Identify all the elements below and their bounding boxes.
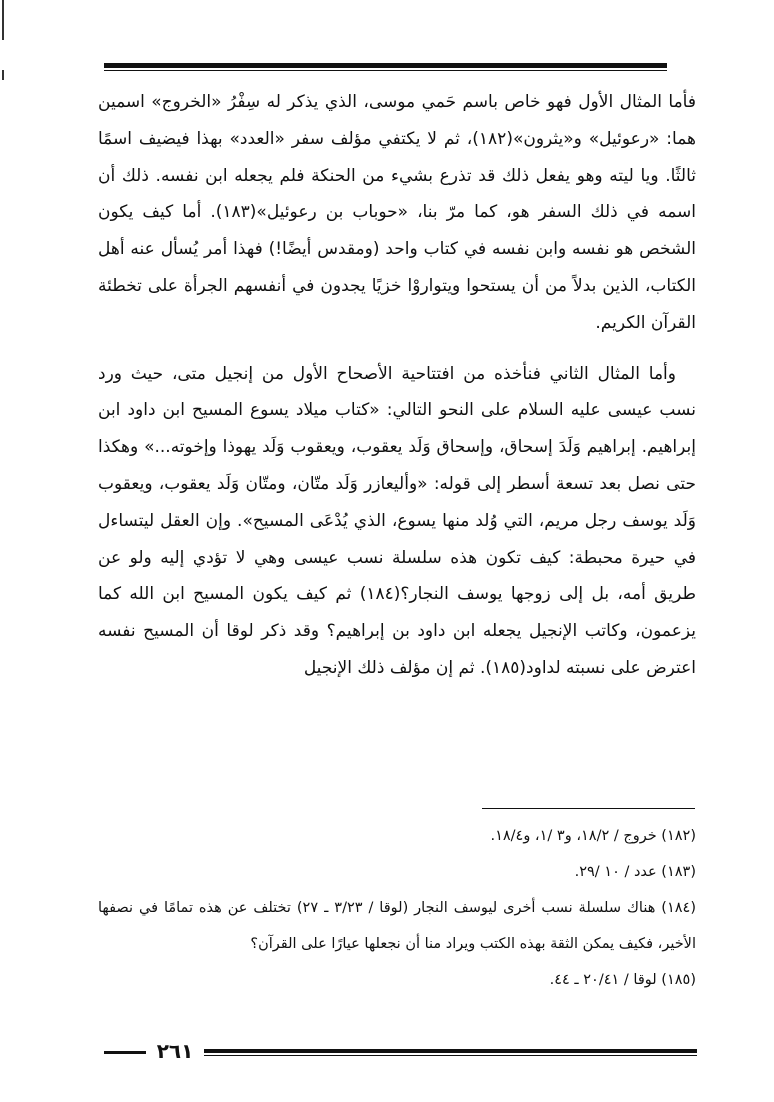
page-number: ٢٦١: [156, 1039, 194, 1063]
footer-rule-short: [104, 1051, 146, 1054]
footnote-183: (١٨٣) عدد / ١٠ /٢٩.: [574, 864, 696, 880]
paragraph-1: فأما المثال الأول فهو خاص باسم حَمي موسى، الذي يذكر له سِفْرُ «الخروج» اسمين هما: «رعوئيل» و«يثرون»(١٨٢)، ثم لا يكتفي مؤلف سفر «العدد» بهذا فيضيف اسمًا ثالثًا. ويا ليته وهو يفعل ذلك قد تذرع بشيء من الحنكة فلم يجعله ابن نفسه. ذلك أن اسمه في ذلك السفر هو، كما مرّ بنا، «حوباب بن رعوئيل»(١٨٣). أما كيف يكون الشخص هو نفسه وابن نفسه في كتاب واحد (ومقدس أيضًا!) فهذا أمر يُسأل عنه أهل الكتاب، الذين بدلاً من أن يستحوا ويتواروْا خزيًا يجدون في أنفسهم الجرأة على تخطئة القرآن الكريم.: [98, 92, 697, 333]
footnote-182: (١٨٢) خروج / ١٨/٢، و٣ /١، و١٨/٤.: [490, 828, 696, 844]
footnote-185: (١٨٥) لوقا / ٢٠/٤١ ـ ٤٤.: [549, 972, 696, 988]
footnote-184: (١٨٤) هناك سلسلة نسب أخرى ليوسف النجار (لوقا / ٣/٢٣ ـ ٢٧) تختلف عن هذه تمامًا في نصفها الأخير، فكيف يمكن الثقة بهذه الكتب ويراد منا أن نجعلها عيارًا على القرآن؟: [98, 900, 696, 952]
paragraph-2: وأما المثال الثاني فنأخذه من افتتاحية الأصحاح الأول من إنجيل متى، حيث ورد نسب عيسى عليه السلام على النحو التالي: «كتاب ميلاد يسوع المسيح ابن داود ابن إبراهيم. إبراهيم وَلَدَ إسحاق، وإسحاق وَلَد يعقوب، ويعقوب وَلَد يهوذا وإخوته...» وهكذا حتى نصل بعد تسعة أسطر إلى قوله: «وأليعازر وَلَد متّان، ومتّان وَلَد يعقوب، ويعقوب وَلَد يوسف رجل مريم، التي وُلد منها يسوع، الذي يُدْعَى المسيح». وإن العقل ليتساءل في حيرة محبطة: كيف تكون هذه سلسلة نسب عيسى وهي لا تؤدي إليه ولو عن طريق أمه، بل إلى زوجها يوسف النجار؟(١٨٤) ثم كيف يكون المسيح ابن الله كما يزعمون، وكاتب الإنجيل يجعله ابن داود بن إبراهيم؟ وقد ذكر لوقا أن المسيح نفسه اعترض على نسبته لداود(١٨٥). ثم إن مؤلف ذلك الإنجيل: [98, 363, 697, 678]
footnote-separator: [482, 808, 695, 809]
main-text: [98, 84, 696, 687]
header-rule: [104, 63, 667, 68]
scan-edge-mark: [2, 0, 4, 40]
footnotes: [98, 818, 696, 998]
header-rule-thin: [104, 70, 667, 71]
scan-edge-tick: [2, 70, 4, 80]
footer-rule-thin: [204, 1055, 697, 1056]
page-footer: [104, 1038, 697, 1064]
footer-rule-long: [204, 1049, 697, 1053]
